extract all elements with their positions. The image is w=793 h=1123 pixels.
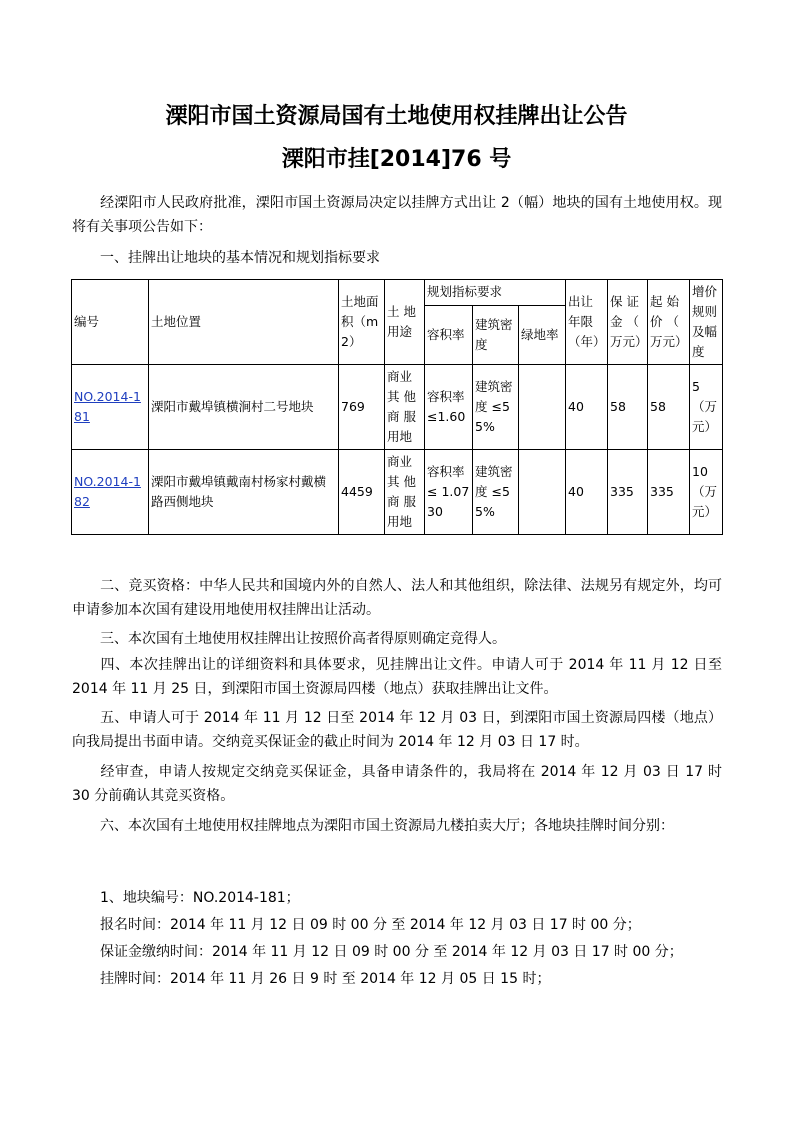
section-1-text: 一、挂牌出让地块的基本情况和规划指标要求 xyxy=(100,250,380,266)
paragraph-text: 三、本次国有土地使用权挂牌出让按照价高者得原则确定竞得人。 xyxy=(100,631,506,647)
cell-term: 40 xyxy=(566,365,608,450)
cell-green xyxy=(519,450,566,535)
cell-far: 容积率≤ 1.0730 xyxy=(425,450,473,535)
cell-deposit: 335 xyxy=(608,450,648,535)
header-area: 土地面积（m2） xyxy=(339,280,385,365)
section-heading-1 xyxy=(72,246,722,270)
plot1-registration xyxy=(72,913,722,937)
header-planning: 规划指标要求 xyxy=(425,280,566,306)
cell-increment: 10（万元） xyxy=(690,450,723,535)
header-start-price: 起 始价 （ 万元） xyxy=(648,280,690,365)
document-title: 溧阳市国土资源局国有土地使用权挂牌出让公告 xyxy=(165,104,628,129)
paragraph-principle xyxy=(72,627,722,651)
plot-link-181[interactable]: NO.2014-181 xyxy=(74,389,141,424)
paragraph-venue xyxy=(72,814,722,838)
header-location: 土地位置 xyxy=(149,280,339,365)
paragraph-text: 五、申请人可于 2014 年 11 月 12 日至 2014 年 12 月 03 日，到溧阳市国土资源局四楼（地点）向我局提出书面申请。交纳竞买保证金的截止时间为 2014 年 12 月 03 日 17 时。 xyxy=(72,710,722,750)
header-id: 编号 xyxy=(72,280,149,365)
cell-id xyxy=(72,450,149,535)
cell-start-price: 335 xyxy=(648,450,690,535)
header-green: 绿地率 xyxy=(519,305,566,364)
paragraph-text: 经审查，申请人按规定交纳竞买保证金，具备申请条件的，我局将在 2014 年 12 月 03 日 17 时 30 分前确认其竞买资格。 xyxy=(72,764,722,804)
header-use: 土 地用途 xyxy=(385,280,425,365)
plot1-heading xyxy=(72,886,722,910)
paragraph-application xyxy=(72,706,722,754)
plot1-listing-text: 挂牌时间：2014 年 11 月 26 日 9 时 至 2014 年 12 月 05 日 15 时； xyxy=(100,971,551,987)
intro-text: 经溧阳市人民政府批准，溧阳市国土资源局决定以挂牌方式出让 2（幅）地块的国有土地使用权。现将有关事项公告如下： xyxy=(72,195,722,235)
paragraph-qualification xyxy=(72,574,722,622)
intro-paragraph xyxy=(72,191,722,239)
plot-link-182[interactable]: NO.2014-182 xyxy=(74,474,141,509)
cell-density: 建筑密度 ≤55% xyxy=(473,365,519,450)
cell-far: 容积率≤1.60 xyxy=(425,365,473,450)
plot1-registration-text: 报名时间：2014 年 11 月 12 日 09 时 00 分 至 2014 年 12 月 03 日 17 时 00 分； xyxy=(100,917,641,933)
header-term: 出让年限（年） xyxy=(566,280,608,365)
cell-id xyxy=(72,365,149,450)
cell-location: 溧阳市戴埠镇横涧村二号地块 xyxy=(149,365,339,450)
cell-term: 40 xyxy=(566,450,608,535)
paragraph-review xyxy=(72,760,722,808)
header-deposit: 保 证金 （ 万元） xyxy=(608,280,648,365)
table-header-row xyxy=(72,280,723,306)
header-density: 建筑密度 xyxy=(473,305,519,364)
cell-increment: 5（万元） xyxy=(690,365,723,450)
plot1-listing-time xyxy=(72,967,722,991)
cell-density: 建筑密度 ≤55% xyxy=(473,450,519,535)
paragraph-text: 二、竞买资格：中华人民共和国境内外的自然人、法人和其他组织，除法律、法规另有规定外，均可申请参加本次国有建设用地使用权挂牌出让活动。 xyxy=(72,578,722,618)
cell-start-price: 58 xyxy=(648,365,690,450)
cell-location: 溧阳市戴埠镇戴南村杨家村戴横路西侧地块 xyxy=(149,450,339,535)
paragraph-text: 四、本次挂牌出让的详细资料和具体要求，见挂牌出让文件。申请人可于 2014 年 11 月 12 日至 2014 年 11 月 25 日，到溧阳市国土资源局四楼（地点）获取挂牌出让文件。 xyxy=(72,657,722,697)
cell-area: 4459 xyxy=(339,450,385,535)
plot1-deposit-time xyxy=(72,940,722,964)
cell-area: 769 xyxy=(339,365,385,450)
plot1-deposit-text: 保证金缴纳时间：2014 年 11 月 12 日 09 时 00 分 至 2014 年 12 月 03 日 17 时 00 分； xyxy=(100,944,683,960)
land-info-table xyxy=(71,279,723,535)
table-row xyxy=(72,450,723,535)
header-increment: 增价规则及幅度 xyxy=(690,280,723,365)
paragraph-documents xyxy=(72,653,722,701)
table-row xyxy=(72,365,723,450)
cell-use: 商业其 他商 服用地 xyxy=(385,450,425,535)
header-far: 容积率 xyxy=(425,305,473,364)
cell-use: 商业其 他商 服用地 xyxy=(385,365,425,450)
plot1-heading-text: 1、地块编号：NO.2014-181； xyxy=(100,890,300,906)
cell-green xyxy=(519,365,566,450)
cell-deposit: 58 xyxy=(608,365,648,450)
document-number: 溧阳市挂[2014]76 号 xyxy=(281,147,512,172)
paragraph-text: 六、本次国有土地使用权挂牌地点为溧阳市国土资源局九楼拍卖大厅；各地块挂牌时间分别： xyxy=(100,818,674,834)
